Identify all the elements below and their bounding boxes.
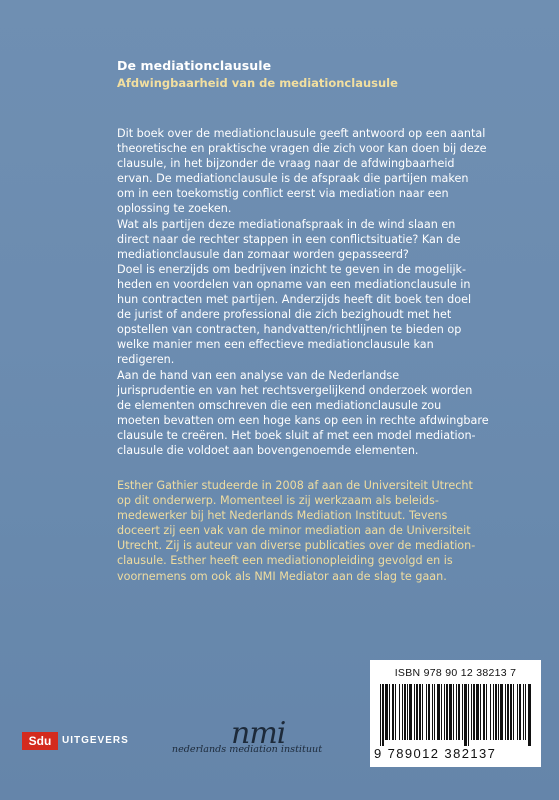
description-line: clausule, in het bijzonder de vraag naar de afdwingbaarheid (117, 157, 455, 171)
isbn-label: ISBN 978 90 12 38213 7 (394, 667, 517, 679)
description-line: heden en voordelen van opname van een mediationclausule in (117, 277, 471, 291)
description-line: welke manier men een effectieve mediationclausule kan (117, 338, 434, 352)
author-bio-line: Esther Gathier studeerde in 2008 af aan de Universiteit Utrecht (117, 479, 473, 492)
description-line: Wat als partijen deze mediationafspraak in de wind slaan en (117, 217, 456, 231)
author-bio-line: voornemens om ook als NMI Mediator aan de slag te gaan. (117, 569, 447, 583)
author-bio-block (117, 478, 537, 584)
description-line: redigeren. (117, 353, 175, 367)
description-line: de elementen omschreven die een mediationclausule zou (117, 398, 442, 412)
author-bio-line: medewerker bij het Nederlands Mediation Instituut. Tevens (117, 509, 448, 523)
barcode-bars (376, 684, 535, 746)
author-bio-line: Utrecht. Zij is auteur van diverse publicaties over de mediation- (117, 539, 476, 553)
nmi-logo-mark: nmi (231, 716, 286, 751)
description-line: Aan de hand van een analyse van de Nederlandse (117, 368, 400, 382)
description-line: direct naar de rechter stappen in een conflictsituatie? Kan de (117, 232, 461, 246)
description-line: ervan. De mediationclausule is de afspraak die partijen maken (117, 172, 469, 186)
isbn-barcode (370, 660, 541, 767)
author-bio-line: op dit onderwerp. Momenteel is zij werkzaam als beleids- (117, 494, 439, 508)
description-line: clausule te creëren. Het boek sluit af met een model mediation- (117, 428, 476, 442)
author-bio-line: doceert zij een vak van de minor mediation aan de Universiteit (117, 524, 471, 538)
sdu-badge: Sdu (22, 732, 58, 750)
nmi-logo-text: nederlands mediation instituut (171, 744, 323, 755)
description-line: moeten bevatten om een hoge kans op een in rechte afdwingbare (117, 413, 489, 427)
book-title: De mediationclausule (117, 58, 272, 73)
barcode-digits: 9 789012 382137 (374, 746, 497, 761)
nmi-logo (147, 718, 347, 758)
description-line: theoretische en praktische vragen die zich voor kan doen bij deze (117, 142, 487, 156)
description-line: Dit boek over de mediationclausule geeft antwoord op een aantal (117, 127, 486, 140)
description-line: hun contracten met partijen. Anderzijds heeft dit boek ten doel (117, 293, 472, 307)
author-bio-line: clausule. Esther heeft een mediationopleiding gevolgd en is (117, 554, 453, 568)
description-line: mediationclausule dan zomaar worden gepasseerd? (117, 247, 409, 261)
description-line: jurisprudentie en van het rechtsvergelijkend onderzoek worden (117, 383, 473, 397)
description-line: Doel is enerzijds om bedrijven inzicht te geven in de mogelijk- (117, 262, 467, 276)
description-line: opstellen van contracten, handvatten/richtlijnen te bieden op (117, 323, 462, 337)
description-block (117, 126, 537, 458)
description-line: clausule die voldoet aan bovengenoemde elementen. (117, 443, 419, 457)
publisher-name: UITGEVERS (62, 735, 129, 746)
description-line: de jurist of andere professional die zich bezighoudt met het (117, 308, 452, 322)
description-line: om in een toekomstig conflict eerst via mediation naar een (117, 187, 449, 201)
description-line: oplossing te zoeken. (117, 202, 232, 216)
book-subtitle: Afdwingbaarheid van de mediationclausule (117, 76, 398, 90)
